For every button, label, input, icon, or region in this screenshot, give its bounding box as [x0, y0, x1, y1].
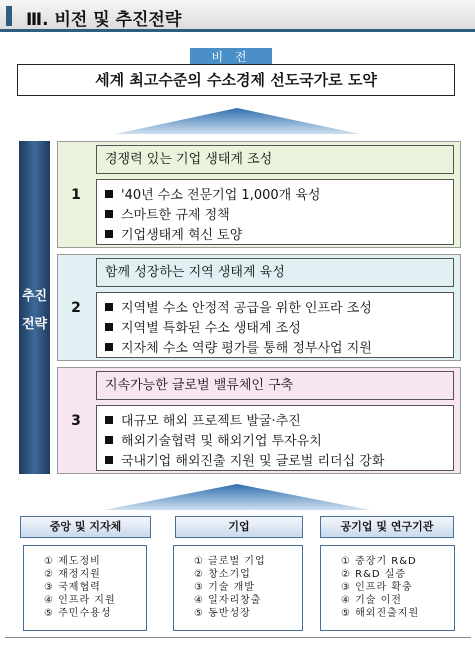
bullet-square-icon	[105, 190, 113, 198]
strategy-group-2	[57, 254, 461, 361]
actor-title-public-institutions: 공기업 및 연구기관	[320, 516, 454, 538]
bullet-square-icon	[105, 343, 113, 351]
strategy-number: 1	[71, 186, 81, 203]
strategy-heading: 경쟁력 있는 기업 생태계 조성	[96, 145, 454, 174]
list-item: ① 제도정비	[44, 556, 101, 567]
bullet-square-icon	[105, 230, 113, 238]
bullet-square-icon	[105, 436, 113, 444]
list-item: 대규모 해외 프로젝트 발굴·추진	[105, 412, 453, 432]
actor-title-companies: 기업	[175, 516, 303, 538]
footer-divider	[5, 637, 471, 638]
actor-box-companies	[173, 545, 303, 631]
list-item: 지역별 특화된 수소 생태계 조성	[105, 319, 453, 339]
bullet-square-icon	[105, 456, 113, 464]
list-item: ② 재정지원	[44, 569, 101, 580]
vision-statement: 세계 최고수준의 수소경제 선도국가로 도약	[17, 64, 455, 96]
list-item: ④ 일자리창출	[194, 595, 262, 606]
list-item: ① 글로벌 기업	[194, 556, 266, 567]
actor-box-public-institutions	[320, 545, 455, 631]
list-item: ② R&D 실증	[341, 569, 407, 580]
list-item: ① 중장기 R&D	[341, 556, 417, 567]
list-item: ⑤ 해외진출지원	[341, 608, 420, 619]
up-arrow-1-icon	[0, 106, 475, 136]
list-item: 해외기술협력 및 해외기업 투자유치	[105, 432, 453, 452]
list-item: ③ 기술 개발	[194, 582, 255, 593]
list-item: ② 창소기업	[194, 569, 251, 580]
strategy-label-line1: 추진	[21, 289, 48, 304]
list-item: 국내기업 해외진출 지원 및 글로벌 리더십 강화	[105, 452, 453, 472]
section-title: Ⅲ. 비전 및 추진전략	[26, 10, 182, 30]
strategy-label-line2: 전략	[21, 317, 48, 332]
strategy-group-3	[57, 367, 461, 474]
list-item: ③ 인프라 확충	[341, 582, 413, 593]
up-arrow-2-icon	[0, 482, 475, 512]
list-item: ④ 기술 이전	[341, 595, 402, 606]
strategy-number: 3	[71, 412, 81, 429]
list-item: '40년 수소 전문기업 1,000개 육성	[105, 186, 453, 206]
bullet-square-icon	[105, 303, 113, 311]
section-header	[0, 0, 475, 32]
strategy-number: 2	[71, 299, 81, 316]
strategy-group-1	[57, 141, 461, 248]
header-accent-bar	[6, 6, 12, 26]
list-item: 스마트한 규제 정책	[105, 206, 453, 226]
actor-box-government	[23, 545, 147, 631]
strategy-heading: 함께 성장하는 지역 생태계 육성	[96, 258, 454, 287]
list-item: 지자체 수소 역량 평가를 통해 정부사업 지원	[105, 339, 453, 359]
bullet-square-icon	[105, 416, 113, 424]
strategy-side-label	[19, 141, 50, 474]
list-item: ⑤ 동반성장	[194, 608, 251, 619]
list-item: 기업생태계 혁신 토양	[105, 226, 453, 246]
list-item: ③ 국제협력	[44, 582, 101, 593]
strategy-items	[96, 179, 454, 245]
strategy-items	[96, 292, 454, 358]
strategy-heading: 지속가능한 글로벌 밸류체인 구축	[96, 371, 454, 400]
list-item: ⑤ 주민수용성	[44, 608, 112, 619]
list-item: ④ 인프라 지원	[44, 595, 116, 606]
actor-title-government: 중앙 및 지자체	[20, 516, 151, 538]
bullet-square-icon	[105, 210, 113, 218]
vision-tag: 비 전	[190, 48, 272, 66]
bullet-square-icon	[105, 323, 113, 331]
strategy-items	[96, 405, 454, 471]
list-item: 지역별 수소 안정적 공급을 위한 인프라 조성	[105, 299, 453, 319]
